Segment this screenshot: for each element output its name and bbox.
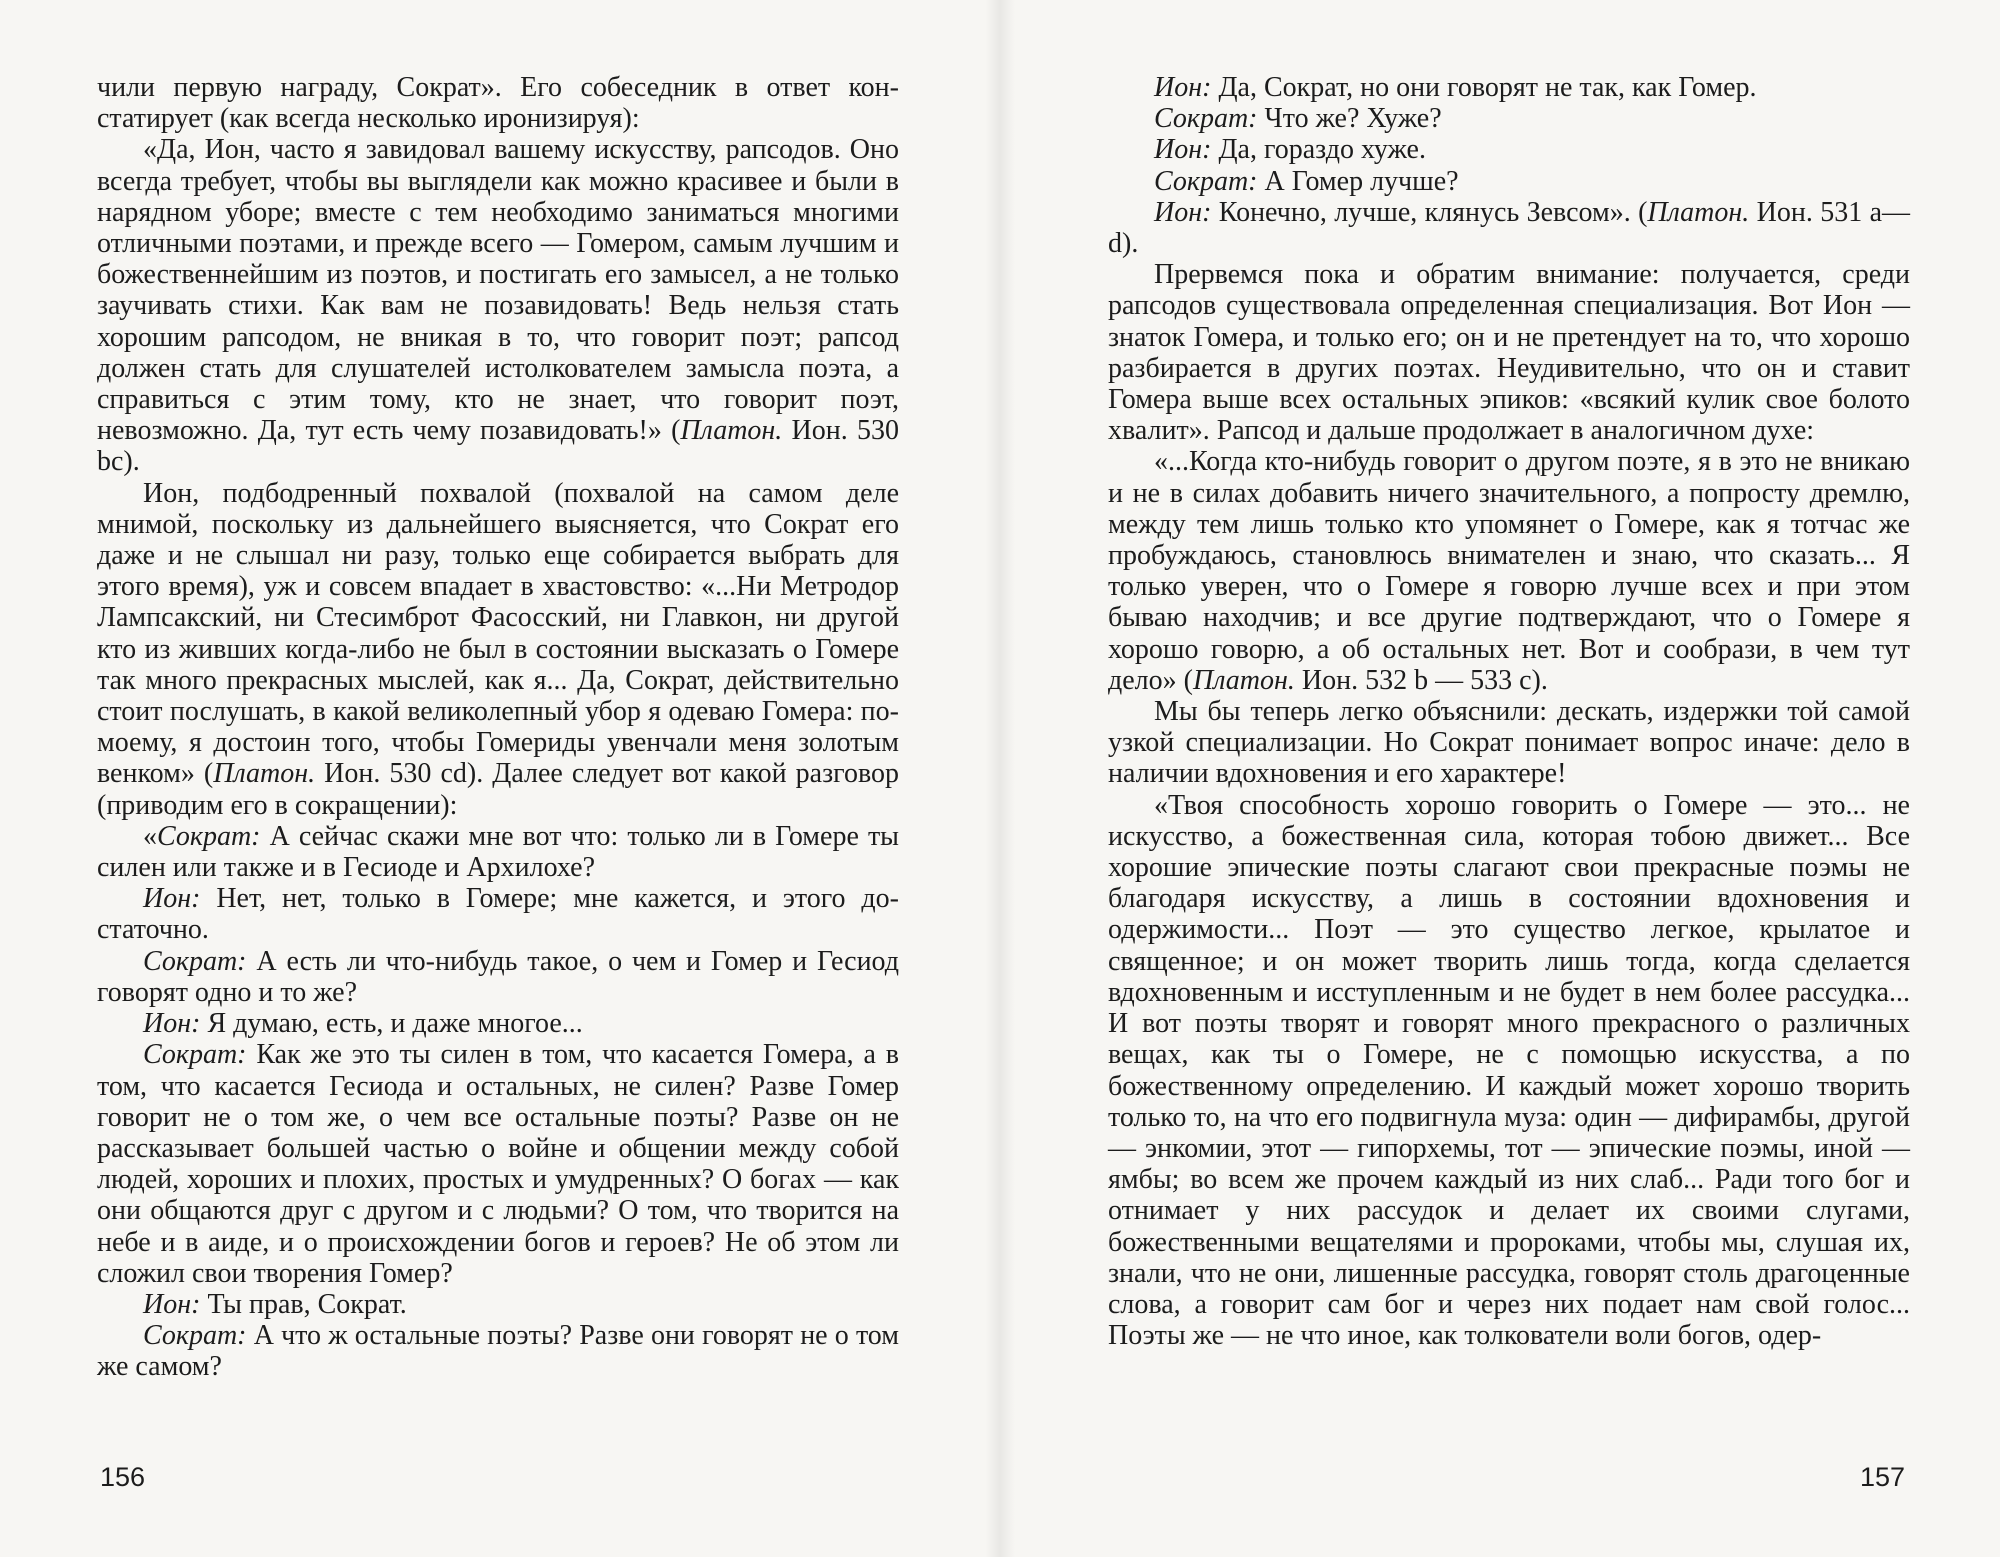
text-run: чили первую награду, Сократ». Его собеседник в ответ констатирует (как всегда несколько иронизируя): xyxy=(97,72,899,135)
italic-run: Сократ: xyxy=(157,820,261,852)
italic-run: Ион: xyxy=(1154,134,1212,166)
text-run: « xyxy=(143,820,157,852)
italic-run: Сократ: xyxy=(143,945,247,977)
italic-run: Платон. xyxy=(1192,664,1295,696)
left-page-text xyxy=(97,72,899,1383)
paragraph xyxy=(1108,166,1910,197)
text-run: Да, гораздо хуже. xyxy=(1211,134,1426,166)
text-run: А есть ли что-нибудь такое, о чем и Гомер и Гесиод говорят одно и то же? xyxy=(97,945,899,1008)
paragraph xyxy=(1108,446,1910,696)
paragraph xyxy=(97,478,899,821)
italic-run: Платон. xyxy=(680,415,783,447)
paragraph xyxy=(1108,197,1910,259)
text-run: Ион. 530 cd). Далее следует вот какой разговор (приводим его в сокращении): xyxy=(97,758,899,821)
text-run: Ион. 530 bc). xyxy=(97,415,899,478)
paragraph xyxy=(97,1008,899,1039)
paragraph xyxy=(97,1039,899,1289)
text-run: Ион, подбодренный похвалой (похвалой на самом деле мнимой, поскольку из дальнейшего выясняется, что Сократ его даже и не слышал ни разу, только еще собирается выбрать для этого время), уж и совсем впадает в хвастовство: «...Ни Метродор Лампсакский, ни Стесимброт Фасосский, ни Главкон, ни другой кто из живших когда-либо не был в состоянии высказать о Гомере так много прекрасных мыслей, как я... Да, Сократ, действительно стоит послушать, в какой великолепный убор я одеваю Гомера: по-моему, я достоин того, чтобы Гомериды увенчали меня золотым венком» ( xyxy=(97,477,899,790)
text-run: Мы бы теперь легко объяснили: дескать, издержки той самой узкой специализации. Но Сократ понимает вопрос иначе: дело в наличии вдохновения и его характере! xyxy=(1108,696,1910,790)
text-run: Ион. 532 b — 533 c). xyxy=(1294,664,1548,696)
text-run: «Твоя способность хорошо говорить о Гомере — это... не искусство, а божественная сила, которая тобою движет... Все хорошие эпические поэты слагают свои прекрасные поэмы не благодаря искусству, а лишь в состоянии вдохновения и одержимости... Поэт — это существо легкое, крылатое и священное; и он может творить лишь тогда, когда сделается вдохновенным и исступленным и не будет в нем более рассудка... И вот поэты творят и говорят много прекрасного о различных вещах, как ты о Гомере, не с помощью искусства, а по божественному определению. И каждый может хорошо творить только то, на что его подвигнула муза: один — дифирамбы, другой — энкомии, этот — гипорхемы, тот — эпические поэмы, иной — ямбы; во всем же прочем каждый из них слаб... Ради того бог и отнимает у них рассудок и делает их своими слугами, божественными вещателями и пророками, чтобы мы, слушая их, знали, что не они, лишенные рассудка, говорят столь драгоценные слова, а говорит сам бог и через них подает нам свой голос... Поэты же — не что иное, как толкователи воли богов, одер- xyxy=(1108,789,1910,1352)
paragraph xyxy=(97,72,899,134)
paragraph xyxy=(1108,790,1910,1352)
paragraph xyxy=(97,821,899,883)
text-run: Что же? Хуже? xyxy=(1257,103,1442,135)
text-run: Конечно, лучше, клянусь Зевсом». ( xyxy=(1211,196,1648,228)
paragraph xyxy=(97,134,899,477)
text-run: А сейчас скажи мне вот что: только ли в Гомере ты силен или также и в Гесиоде и Архилохе? xyxy=(97,820,899,884)
text-run: Нет, нет, только в Гомере; мне кажется, и этого достаточно. xyxy=(97,883,899,946)
text-run: Я думаю, есть, и даже многое... xyxy=(200,1008,583,1040)
paragraph xyxy=(1108,259,1910,446)
italic-run: Сократ: xyxy=(143,1039,247,1071)
text-run: «Да, Ион, часто я завидовал вашему искусству, рапсодов. Оно всегда требует, чтобы вы выглядели как можно красивее и были в нарядном уборе; вместе с тем необходимо заниматься многими отличными поэтами, и прежде всего — Гомером, самым лучшим и божественнейшим из поэтов, и постигать его замысел, а не только заучивать стихи. Как вам не позавидовать! Ведь нельзя стать хорошим рапсодом, не вникая в то, что говорит поэт; рапсод должен стать для слушателей истолкователем замысла поэта, а справиться с этим тому, кто не знает, что говорит поэт, невозможно. Да, тут есть чему позавидовать!» ( xyxy=(97,134,899,447)
italic-run: Платон. xyxy=(1647,196,1750,228)
italic-run: Ион: xyxy=(143,1008,201,1040)
text-run: Ион. 531 a—d). xyxy=(1108,196,1910,260)
paragraph xyxy=(97,883,899,945)
page-number-left: 156 xyxy=(100,1462,146,1492)
page-number-right: 157 xyxy=(1860,1462,1906,1492)
right-page-text xyxy=(1108,72,1910,1351)
text-run: А Гомер лучше? xyxy=(1257,165,1459,197)
italic-run: Ион: xyxy=(1154,196,1212,228)
text-run: А что ж остальные поэты? Разве они говорят не о том же самом? xyxy=(97,1320,899,1383)
paragraph xyxy=(97,946,899,1008)
italic-run: Сократ: xyxy=(1154,103,1258,135)
italic-run: Ион: xyxy=(143,1288,201,1320)
book-gutter xyxy=(985,0,1015,1557)
italic-run: Платон. xyxy=(213,758,316,790)
text-run: Ты прав, Сократ. xyxy=(200,1288,407,1320)
paragraph xyxy=(97,1289,899,1320)
paragraph xyxy=(1108,72,1910,103)
italic-run: Ион: xyxy=(143,883,201,915)
text-run: Да, Сократ, но они говорят не так, как Гомер. xyxy=(1211,72,1757,103)
text-run: Как же это ты силен в том, что касается Гомера, а в том, что касается Гесиода и остальных, не силен? Разве Гомер говорит не о том же, о чем все остальные поэты? Разве он не рассказывает большей частью о войне и общении между собой людей, хороших и плохих, простых и умудренных? О богах — как они общаются друг с другом и с людьми? О том, что творится на небе и в аиде, и о происхождении богов и героев? Не об этом ли сложил свои творения Гомер? xyxy=(97,1039,899,1289)
italic-run: Ион: xyxy=(1154,72,1212,103)
paragraph xyxy=(1108,134,1910,165)
italic-run: Сократ: xyxy=(1154,165,1258,197)
paragraph xyxy=(1108,103,1910,134)
text-run: Прервемся пока и обратим внимание: получается, среди рапсодов существовала определенная специализация. Вот Ион — знаток Гомера, и только его; он и не претендует на то, что хорошо разбирается в других поэтах. Неудивительно, что он и ставит Гомера выше всех остальных эпиков: «всякий кулик свое болото хвалит». Рапсод и дальше продолжает в аналогичном духе: xyxy=(1108,259,1910,447)
italic-run: Сократ: xyxy=(143,1320,247,1352)
text-run: «...Когда кто-нибудь говорит о другом поэте, я в это не вникаю и не в силах добавить ничего значительного, а попросту дремлю, между тем лишь только кто упомянет о Гомере, как я тотчас же пробуждаюсь, становлюсь внимателен и знаю, что сказать... Я только уверен, что о Гомере я говорю лучше всех и при этом бываю находчив; и все другие подтверждают, что о Гомере я хорошо говорю, а об остальных нет. Вот и сообрази, в чем тут дело» ( xyxy=(1108,446,1910,696)
paragraph xyxy=(97,1320,899,1382)
paragraph xyxy=(1108,696,1910,790)
